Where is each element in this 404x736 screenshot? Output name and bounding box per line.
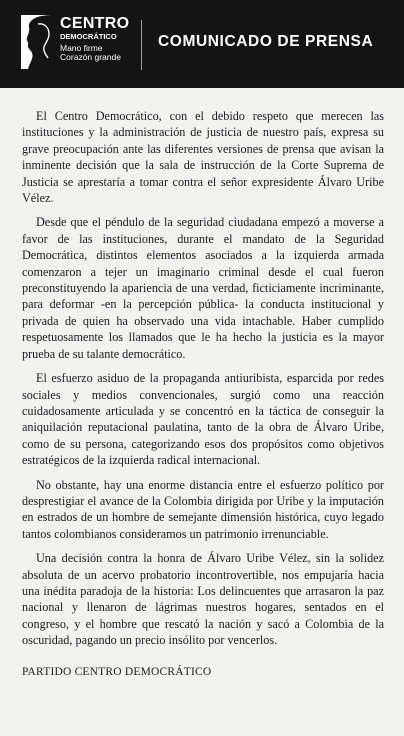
party-logo: [18, 12, 136, 72]
press-release-body: [22, 108, 384, 657]
logo-slogan-line1: Mano firme: [60, 42, 103, 53]
paragraph-1: El Centro Democrático, con el debido respeto que merecen las instituciones y la administración de justicia de nuestro país, expresa su grave preocupación ante las diferentes versiones de prensa que avisan la inminente decisión que la sala de instrucción de la Corte Suprema de Justicia se aprestaría a tomar contra el señor expresidente Álvaro Uribe Vélez.: [22, 109, 384, 206]
header-banner: [0, 0, 404, 88]
paragraph-2: Desde que el péndulo de la seguridad ciudadana empezó a moverse a favor de las instituciones, durante el mandato de la Seguridad Democrática, distintos elementos asociados a la izquierda armada comenzaron a tejer un imaginario criminal desde el cual fueron preconstituyendo la apariencia de una verdad, ficticiamente incriminante, para deformar -en la percepción pública- la conducta institucional y privada de quien ha observado una vida intachable. Haber cumplido respetuosamente los llamados que le ha hecho la justicia es la mayor prueba de su talante democrático.: [22, 215, 384, 361]
page-title: COMUNICADO DE PRENSA: [158, 33, 374, 50]
signature: PARTIDO CENTRO DEMOCRÁTICO: [22, 666, 212, 678]
logo-wordmark: [60, 16, 140, 62]
profile-silhouette-icon: [18, 12, 58, 72]
logo-line-centro: CENTRO: [60, 15, 130, 32]
paragraph-4: No obstante, hay una enorme distancia entre el esfuerzo político por desprestigiar el avance de la Colombia dirigida por Uribe y la imputación en estrados de un hombre de semejante dimensión histórica, cuyo legado tantos colombianos consideramos un patrimonio irrenunciable.: [22, 477, 384, 541]
logo-slogan-line2: Corazón grande: [60, 52, 121, 62]
header-divider: [141, 20, 142, 70]
paragraph-5: Una decisión contra la honra de Álvaro Uribe Vélez, sin la solidez absoluta de un acervo probatorio incontrovertible, nos empujaría hacia una inédita paradoja de la historia: Los delincuentes que arrasaron la paz nacional y llenaron de lágrimas nuestros hogares, sentados en el congreso, y el hombre que rescató la nación y sacó a Colombia de la oscuridad, pagando un precio insólito por vencerlos.: [22, 551, 384, 648]
logo-line-democratico: DEMOCRÁTICO: [60, 32, 117, 41]
paragraph-3: El esfuerzo asiduo de la propaganda antiuribista, esparcida por redes sociales y medios convencionales, surgió como una reacción cuidadosamente articulada y se concentró en la táctica de conseguir la aniquilación reputacional paulatina, tanto de la obra de Álvaro Uribe, como de su persona, categorizando esos dos propósitos como objetivos estratégicos de la izquierda radical internacional.: [22, 371, 384, 468]
